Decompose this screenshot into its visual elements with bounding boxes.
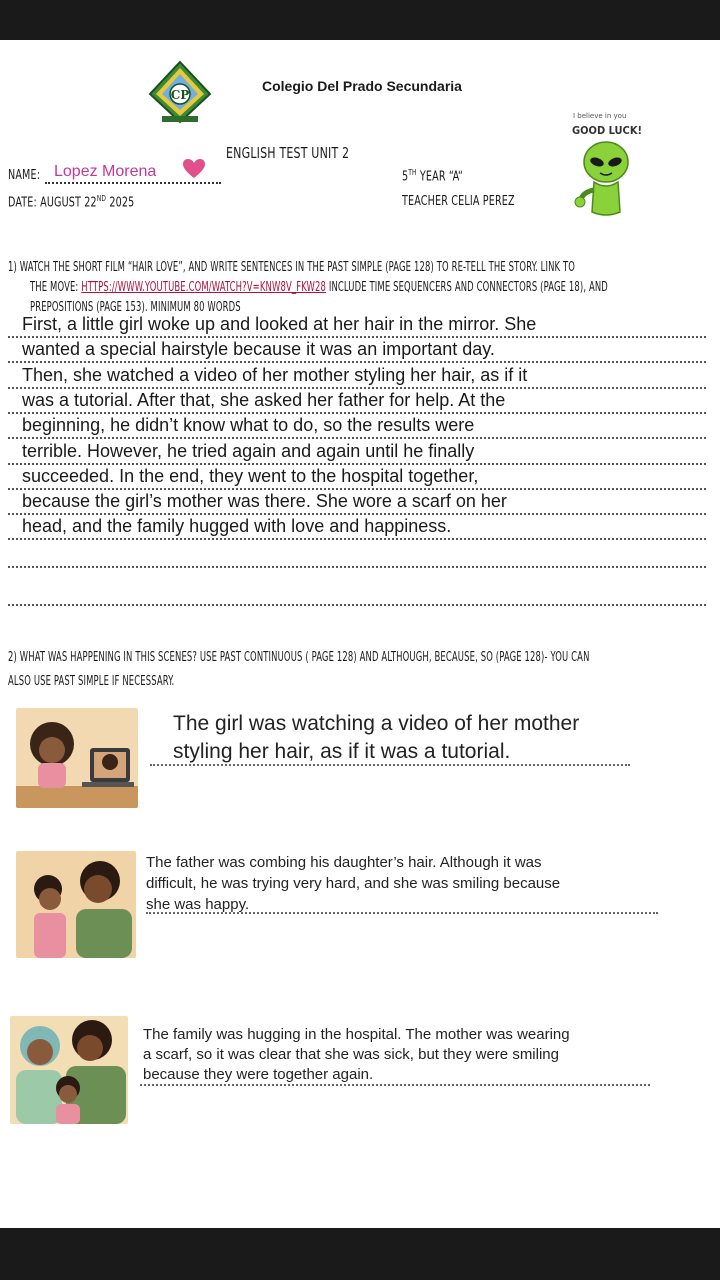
answer-line-empty xyxy=(8,604,706,606)
answer-text-line[interactable]: because the girl’s mother was there. She wore a scarf on her xyxy=(22,491,507,512)
answer-line xyxy=(8,437,706,439)
test-title: ENGLISH TEST UNIT 2 xyxy=(226,144,350,162)
answer-line xyxy=(8,488,706,490)
answer-line xyxy=(8,387,706,389)
school-logo xyxy=(148,60,212,126)
q2-instruction-line1: 2) WHAT WAS HAPPENING IN THIS SCENES? USE PAST CONTINUOUS ( PAGE 128) AND ALTHOUGH, BECAUSE, SO (PAGE 128)- YOU CAN xyxy=(8,650,590,665)
answer-line xyxy=(8,336,706,338)
answer-text-line[interactable]: wanted a special hairstyle because it was an important day. xyxy=(22,339,495,360)
answer-text-line[interactable]: head, and the family hugged with love and happiness. xyxy=(22,516,452,537)
answer-text-line[interactable]: terrible. However, he tried again and again until he finally xyxy=(22,440,475,461)
year-field: 5TH YEAR “A“ xyxy=(402,168,464,185)
scene2-line xyxy=(146,912,658,914)
svg-text:CP: CP xyxy=(170,88,190,102)
scene2-illustration xyxy=(16,851,136,958)
answer-text-line[interactable]: Then, she watched a video of her mother styling her hair, as if it xyxy=(22,364,528,385)
alien-caption-small: I believe in you xyxy=(573,112,627,120)
q1-instruction-line2: THE MOVE: HTTPS://WWW.YOUTUBE.COM/WATCH?V=KNW8V_FKW28 INCLUDE TIME SEQUENCERS AND CONNECTORS (PAGE 18), AND xyxy=(30,280,608,295)
scene3-caption[interactable]: The family was hugging in the hospital. The mother was wearing a scarf, so it was clear that she was sick, but they were smiling because they were together again. xyxy=(143,1026,570,1083)
scene2-caption[interactable]: The father was combing his daughter’s hair. Although it was difficult, he was trying very hard, and she was smiling because she was happy. xyxy=(146,854,561,913)
heart-icon xyxy=(183,159,205,179)
answer-text-line[interactable]: beginning, he didn’t know what to do, so the results were xyxy=(22,415,475,436)
answer-line xyxy=(8,538,706,540)
scene1-illustration xyxy=(16,708,138,808)
name-label: NAME: xyxy=(8,168,41,183)
school-name: Colegio Del Prado Secundaria xyxy=(262,78,462,94)
answer-line xyxy=(8,412,706,414)
date-field: DATE: AUGUST 22ND 2025 xyxy=(8,194,135,211)
answer-line xyxy=(8,513,706,515)
answer-line xyxy=(8,463,706,465)
scene1-line xyxy=(150,764,630,766)
q1-instruction-line3: PREPOSITIONS (PAGE 153). MINIMUM 80 WORDS xyxy=(30,300,241,315)
answer-line xyxy=(8,361,706,363)
alien-icon xyxy=(570,110,640,220)
scene1-caption[interactable]: The girl was watching a video of her mother styling her hair, as if it was a tutorial. xyxy=(173,712,580,763)
answer-text-line[interactable]: succeeded. In the end, they went to the hospital together, xyxy=(22,465,479,486)
student-name[interactable]: Lopez Morena xyxy=(54,163,157,180)
answer-text-line[interactable]: was a tutorial. After that, she asked her father for help. At the xyxy=(22,389,506,410)
name-line xyxy=(45,182,221,184)
scene3-illustration xyxy=(10,1016,128,1124)
answer-text-line[interactable]: First, a little girl woke up and looked at her hair in the mirror. She xyxy=(22,314,537,334)
teacher-field: TEACHER CELIA PEREZ xyxy=(402,194,515,209)
scene3-line xyxy=(140,1084,650,1086)
q1-instruction-line1: 1) WATCH THE SHORT FILM “HAIR LOVE”, AND WRITE SENTENCES IN THE PAST SIMPLE (PAGE 128) TO RE-TELL THE STORY. LINK TO xyxy=(8,260,576,275)
answer-line-empty xyxy=(8,566,706,568)
worksheet-page xyxy=(0,40,720,1228)
film-link[interactable]: HTTPS://WWW.YOUTUBE.COM/WATCH?V=KNW8V_FKW28 xyxy=(81,280,326,295)
q2-instruction-line2: ALSO USE PAST SIMPLE IF NECESSARY. xyxy=(8,674,175,689)
alien-caption-luck: GOOD LUCK! xyxy=(572,124,642,137)
